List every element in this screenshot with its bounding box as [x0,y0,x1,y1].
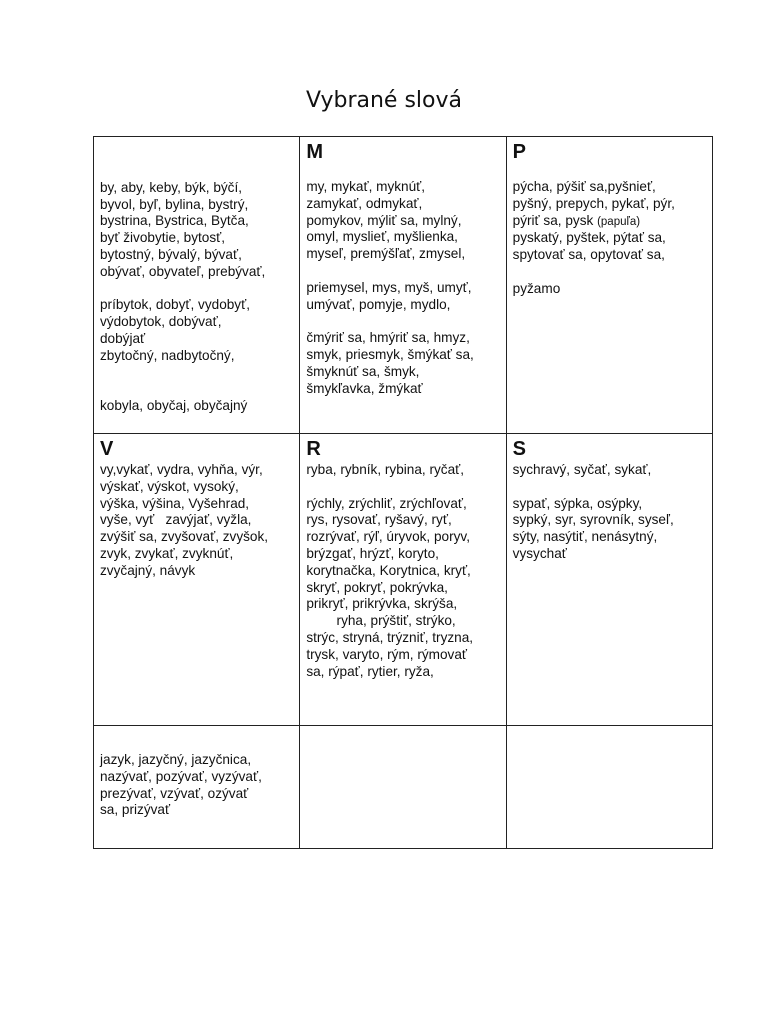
cell-line: bytostný, bývalý, bývať, [100,246,242,262]
vybrane-slova-table [93,136,713,849]
cell-line: výdobytok, dobývať, [100,314,222,330]
cell-line: omyl, myslieť, myšlienka, [306,229,458,245]
cell-line: bystrina, Bystrica, Bytča, [100,213,249,229]
cell-s-text [513,462,706,563]
cell-line: korytnačka, Korytnica, kryť, [306,562,471,578]
page-title: Vybrané slová [306,88,462,113]
cell-empty-2 [506,726,712,849]
cell-r [300,434,506,726]
cell-line: sychravý, syčať, sykať, [512,462,652,477]
table-row [94,434,713,726]
cell-line: zvýšiť sa, zvyšovať, zvyšok, [100,529,269,545]
cell-line: zvyk, zvykať, zvyknúť, [100,545,234,561]
cell-line [513,213,706,231]
cell-line: umývať, pomyje, mydlo, [306,296,451,312]
cell-b-text [100,180,293,415]
cell-line: brýzgať, hrýzť, koryto, [306,545,439,561]
cell-line: zvyčajný, návyk [100,562,196,578]
cell-line: myseľ, premýšľať, zmysel, [306,246,466,262]
cell-line: obývať, obyvateľ, prebývať, [100,263,266,279]
cell-line: by, aby, keby, býk, býčí, [100,179,243,195]
cell-line: rýchly, zrýchliť, zrýchľovať, [306,495,467,511]
cell-line: sa, rýpať, rytier, ryža, [306,663,434,679]
cell-line: skryť, pokryť, pokrývka, [306,579,448,595]
table-row [94,137,713,434]
cell-line: zbytočný, nadbytočný, [100,347,235,363]
cell-line: pyšný, prepych, pykať, pýr, [512,195,675,211]
cell-m [300,137,506,434]
cell-p [506,137,712,434]
cell-r-text [306,462,499,680]
cell-line: prezývať, vzývať, ozývať [100,785,249,801]
cell-line: sypký, syr, syrovník, syseľ, [512,512,674,528]
cell-line: pýcha, pýšiť sa,pyšnieť, [512,179,656,194]
cell-line: spytovať sa, opytovať sa, [512,247,665,263]
cell-line: dobýjať [100,330,146,346]
cell-note: (papuľa) [597,215,641,228]
cell-line: trysk, varyto, rým, rýmovať [306,646,468,662]
cell-line: pyskatý, pyštek, pýtať sa, [512,230,666,246]
cell-m-text [306,179,499,397]
cell-line: ryha, prýštiť, strýko, [306,613,456,629]
cell-line: byvol, byľ, bylina, bystrý, [100,196,249,212]
cell-line: pyžamo [512,280,561,296]
cell-line: sýty, nasýtiť, nenásytný, [512,529,658,545]
cell-v-text [100,462,293,580]
cell-line: vyše, vyť zavýjať, vyžla, [100,512,252,528]
cell-line: čmýriť sa, hmýriť sa, hmyz, [306,330,470,346]
cell-line: byť živobytie, bytosť, [100,230,226,246]
cell-line: priemysel, mys, myš, umyť, [306,279,472,295]
cell-line: rys, rysovať, ryšavý, ryť, [306,512,452,528]
cell-line: vysychať [512,545,567,561]
cell-heading-s: S [512,438,526,460]
cell-v [94,434,300,726]
cell-line: výskať, výskot, vysoký, [100,478,239,494]
cell-z [94,726,300,849]
cell-line: zamykať, odmykať, [306,195,423,211]
cell-line: sa, prizývať [100,802,171,818]
cell-line: rozrývať, rýľ, úryvok, poryv, [306,529,470,545]
table-row [94,726,713,849]
cell-line: ryba, rybník, rybina, ryčať, [306,462,465,477]
cell-empty-1 [300,726,506,849]
cell-line: šmyknúť sa, šmyk, [306,363,420,379]
cell-z-text [100,752,293,819]
cell-p-text [513,179,706,298]
cell-line: príbytok, dobyť, vydobyť, [100,297,250,313]
cell-line: šmykľavka, žmýkať [306,380,423,396]
cell-line: nazývať, pozývať, vyzývať, [100,768,262,784]
cell-line: strýc, stryná, trýzniť, tryzna, [306,629,474,645]
cell-line: sypať, sýpka, osýpky, [512,495,643,511]
cell-line: my, mykať, myknúť, [306,179,426,194]
cell-line-main: pýriť sa, pysk [512,212,598,228]
cell-heading-v: V [100,438,114,460]
cell-line: vy,vykať, vydra, vyhňa, výr, [100,462,263,477]
cell-heading-p: P [512,141,526,163]
cell-line: smyk, priesmyk, šmýkať sa, [306,346,474,362]
cell-heading-m: M [306,141,323,163]
cell-line: prikryť, prikrývka, skrýša, [306,596,458,612]
cell-s [506,434,712,726]
cell-heading-r: R [306,438,321,460]
cell-line: výška, výšina, Vyšehrad, [100,495,250,511]
cell-line: pomykov, mýliť sa, mylný, [306,212,462,228]
cell-line: kobyla, obyčaj, obyčajný [100,398,248,414]
cell-line: jazyk, jazyčný, jazyčnica, [100,752,252,767]
cell-b [94,137,300,434]
